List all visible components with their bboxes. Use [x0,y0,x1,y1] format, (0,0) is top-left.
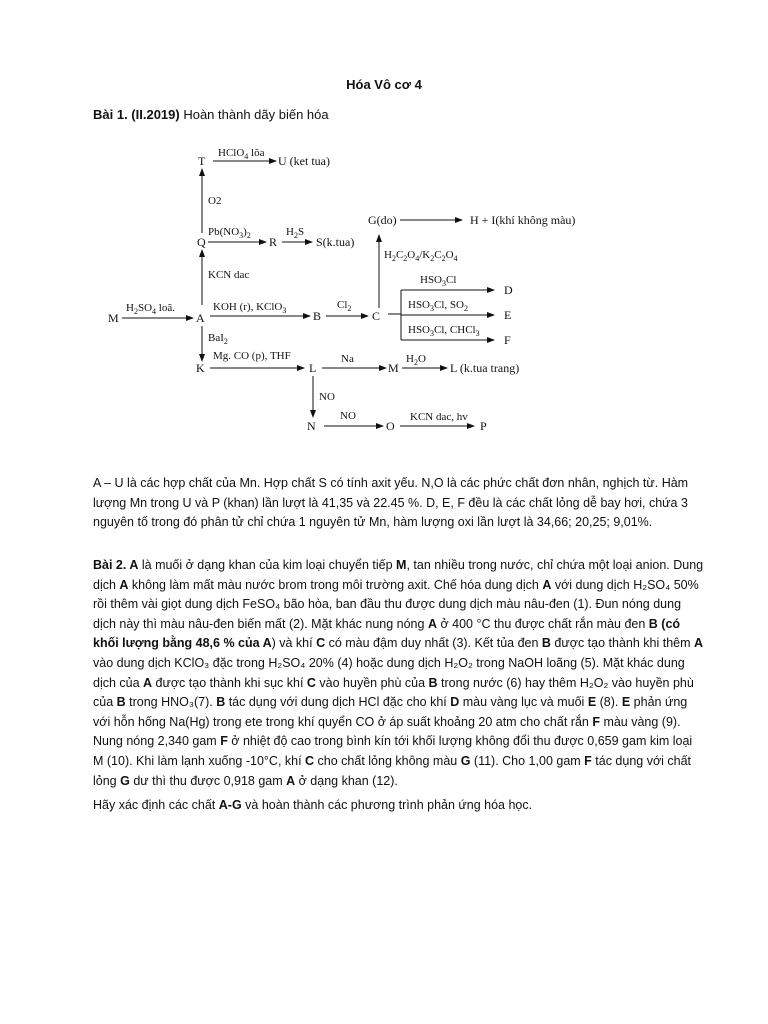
node-s: S(k.tua) [316,235,355,249]
label-na: Na [341,353,354,365]
label-hso3cl: $HSO_3Cl$ [420,274,457,288]
label-bai2: BaI$_2$ [208,332,228,346]
label-kcn-hv: KCN dac, hv [410,411,468,423]
label-no-2: NO [340,410,356,422]
node-m-2: M [388,361,399,375]
reaction-scheme [100,140,576,450]
exercise-1-description: A – U là các hợp chất của Mn. Hợp chất S có tính axit yếu. N,O là các phức chất đơn nhân, nghịch từ. Hàm lượng Mn trong U và P (khan) lần lượt là 41,35 và 22.45 %. D, E, F đều là các chất lỏng dễ bay hơi, chứa 3 nguyên tố trong đó phân tử chỉ chứa 1 nguyên tử Mn, hàm lượng oxi lần lượt là 34,66; 20,25; 9,01%. [93,476,689,530]
exercise-2-question: Hãy xác định các chất A-G và hoàn thành các phương trình phản ứng hóa học. [93,798,533,812]
node-o: O [386,419,395,433]
node-u: U (ket tua) [278,154,330,168]
node-r: R [269,235,278,249]
node-g: G(do) [368,213,397,227]
node-h-i: H + I(khí không màu) [470,213,576,227]
node-d: D [504,283,513,297]
node-e: E [504,308,512,322]
node-q: Q [197,235,206,249]
node-c: C [372,309,381,323]
exercise-1-label: Bài 1. (II.2019) [93,107,180,122]
node-k: K [196,361,205,375]
label-no: NO [319,391,335,403]
label-h2s: $H_2S$ [286,226,305,240]
exercise-1-heading [93,107,329,122]
label-h2o: $H_2O$ [406,353,426,367]
exercise-2-text: Bài 2. A là muối ở dạng khan của kim loại chuyển tiếp M, tan nhiều trong nước, chỉ chứa một loại anion. Dung dịch A không làm mất màu nước brom trong môi trường axit. Chế hóa dung dịch A với dung dịch H₂SO₄ 50% rồi thêm vài giọt dung dịch FeSO₄ bão hòa, ban đầu thu được dung dịch màu nâu-đen (1). Đun nóng dung dịch này thì màu nâu-đen biến mất (2). Mặt khác nung nóng A ở 400 °C thu được chất rắn màu đen B (có khối lượng bằng 48,6 % của A) và khí C có màu đậm duy nhất (3). Kết tủa đen B được tạo thành khi thêm A vào dung dịch KClO₃ đặc trong H₂SO₄ 20% (4) hoặc dung dịch H₂O₂ trong NaOH loãng (5). Mặt khác dung dịch của A được tạo thành khi sục khí C vào huyền phù của B trong nước (6) hay thêm H₂O₂ vào huyền phù của B trong HNO₃(7). B tác dụng với dung dịch HCl đặc cho khí D màu vàng lục và muối E (8). E phản ứng với hỗn hống Na(Hg) trong ete trong khí quyển CO ở áp suất khoảng 20 atm cho chất rắn F màu vàng (9). Nung nóng 2,340 gam F ở nhiệt độ cao trong bình kín tới khối lượng không đổi thu được 0,659 gam kim loại M (10). Khi làm lạnh xuống -10°C, khí C cho chất lỏng không màu G (11). Cho 1,00 gam F tác dụng với chất lỏng G dư thì thu được 0,918 gam A ở dạng khan (12). [93,558,704,788]
label-o2: O2 [208,195,222,207]
label-kcn-dac: KCN dac [208,269,250,281]
page-title: Hóa Vô cơ 4 [346,77,422,92]
label-cl2: $Cl_2$ [337,299,352,313]
node-t: T [198,154,206,168]
node-b: B [313,309,322,323]
node-l-precipitate: L (k.tua trang) [450,361,520,375]
label-hclo4: HClO$_4$ lõa [218,147,265,161]
label-koh-kclo3: KOH (r), KClO$_3$ [213,301,287,315]
label-h2so4: $H_2SO_4$ loã. [126,302,175,316]
node-p: P [480,419,487,433]
node-n: N [307,419,316,433]
label-pbno3: $Pb(NO_3)_2$ [208,226,251,240]
exercise-1-text: Hoàn thành dãy biến hóa [179,107,329,122]
label-mg-co: Mg. CO (p), THF [213,350,291,362]
node-a: A [196,311,205,325]
node-m: M [108,311,119,325]
node-f: F [504,333,511,347]
label-h2c2o4: $H_2C_2O_4/K_2C_2O_4$ [384,249,458,263]
node-l: L [309,361,317,375]
label-hso3cl-chcl3: $HSO_3Cl$, CHCl$_3$ [408,324,480,338]
label-hso3cl-so2: $HSO_3Cl$, $SO_2$ [408,299,468,313]
